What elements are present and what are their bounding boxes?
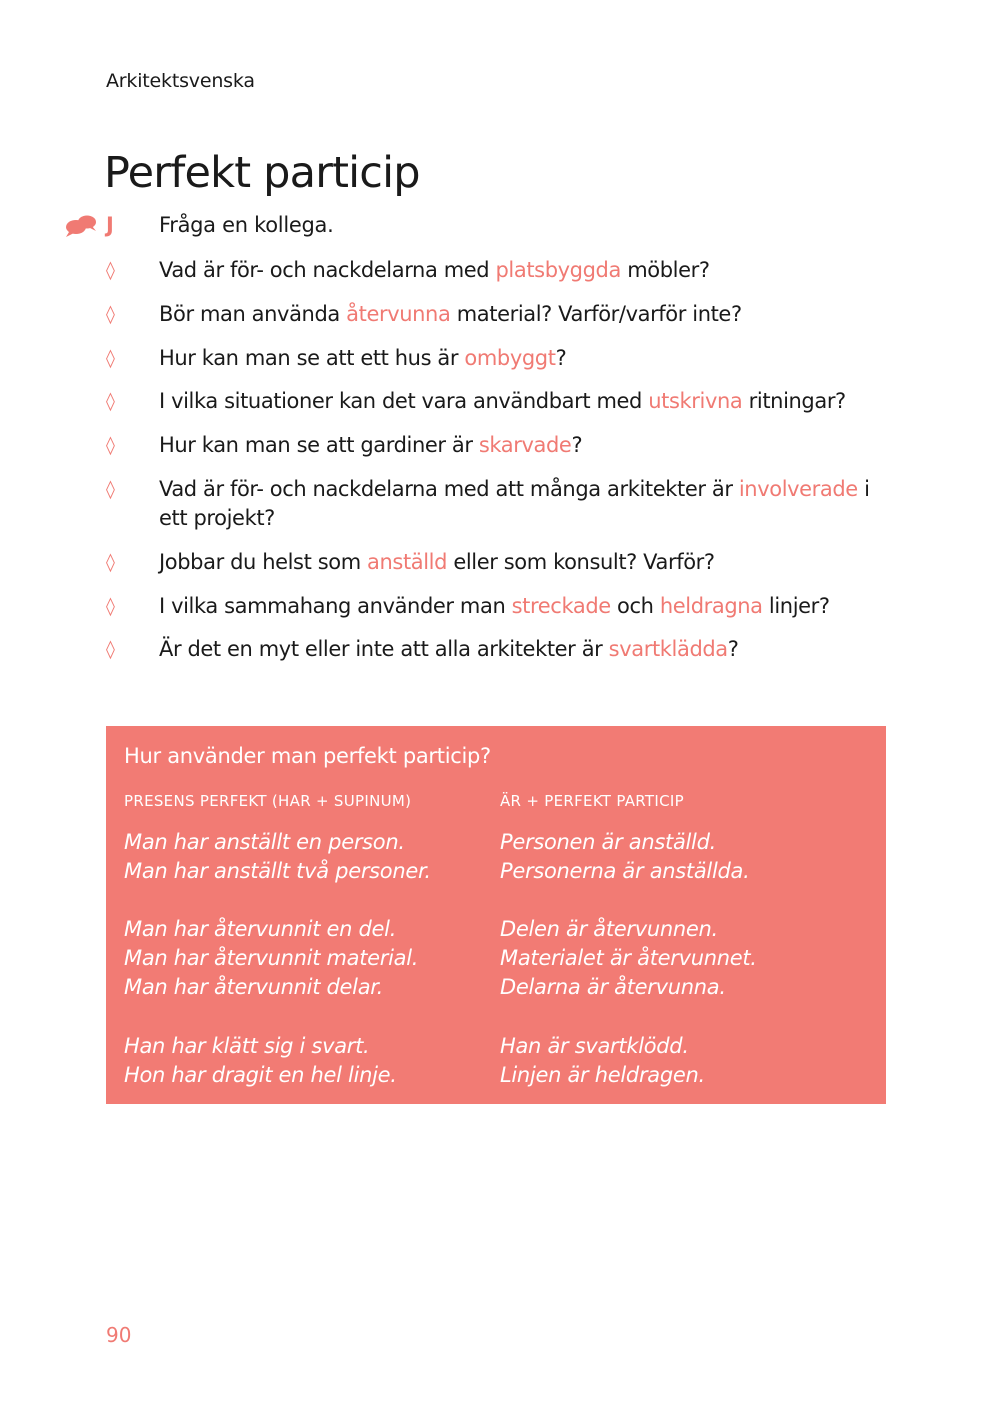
question-text: och — [610, 594, 660, 618]
running-header: Arkitektsvenska — [106, 70, 255, 92]
question-text: Är det en myt eller inte att alla arkitekter är — [159, 637, 609, 661]
diamond-bullet-icon: ◊ — [106, 260, 115, 281]
highlighted-word: skarvade — [478, 433, 572, 457]
grammar-box-title: Hur använder man perfekt particip? — [124, 744, 491, 768]
example-sentence: Delarna är återvunna. — [500, 975, 726, 999]
question-text: I vilka sammahang använder man — [159, 594, 512, 618]
question-text: möbler? — [620, 258, 710, 282]
highlighted-word: involverade — [738, 477, 858, 501]
example-sentence: Personen är anställd. — [500, 830, 716, 854]
page-number: 90 — [106, 1323, 132, 1347]
exercise-instruction: Fråga en kollega. — [159, 213, 334, 237]
example-sentence: Man har anställt en person. — [124, 830, 405, 854]
question-text: Vad är för- och nackdelarna med — [159, 258, 496, 282]
example-sentence: Han har klätt sig i svart. — [124, 1034, 370, 1058]
example-sentence: Man har återvunnit delar. — [124, 975, 384, 999]
page-title: Perfekt particip — [104, 148, 420, 198]
left-column-heading: PRESENS PERFEKT (HAR + SUPINUM) — [124, 792, 412, 810]
question-text: ? — [555, 346, 567, 370]
diamond-bullet-icon: ◊ — [106, 391, 115, 412]
example-sentence: Man har anställt två personer. — [124, 859, 431, 883]
highlighted-word: platsbyggda — [495, 258, 621, 282]
diamond-bullet-icon: ◊ — [106, 348, 115, 369]
right-column-heading: ÄR + PERFEKT PARTICIP — [500, 792, 684, 810]
question-text: Jobbar du helst som — [159, 550, 368, 574]
highlighted-word: anställd — [367, 550, 448, 574]
question-text: Vad är för- och nackdelarna med att många arkitekter är — [159, 477, 739, 501]
question-text: Hur kan man se att ett hus är — [159, 346, 465, 370]
highlighted-word: utskrivna — [648, 389, 743, 413]
question-text: i ett projekt? — [159, 477, 870, 530]
highlighted-word: ombyggt — [464, 346, 556, 370]
example-sentence: Materialet är återvunnet. — [500, 946, 757, 970]
example-sentence: Hon har dragit en hel linje. — [124, 1063, 397, 1087]
diamond-bullet-icon: ◊ — [106, 596, 115, 617]
question-text: linjer? — [762, 594, 830, 618]
question-text: eller som konsult? Varför? — [447, 550, 715, 574]
question-text: I vilka situationer kan det vara användbart med — [159, 389, 649, 413]
example-sentence: Han är svartklödd. — [500, 1034, 689, 1058]
example-sentence: Personerna är anställda. — [500, 859, 750, 883]
question-text: material? Varför/varför inte? — [450, 302, 742, 326]
question-text: Hur kan man se att gardiner är — [159, 433, 479, 457]
speech-bubbles-icon — [64, 214, 98, 238]
example-sentence: Delen är återvunnen. — [500, 917, 718, 941]
highlighted-word: streckade — [511, 594, 611, 618]
example-sentence: Man har återvunnit en del. — [124, 917, 397, 941]
question-text: ritningar? — [742, 389, 846, 413]
highlighted-word: svartklädda — [608, 637, 728, 661]
exercise-label: J — [106, 213, 114, 237]
example-sentence: Man har återvunnit material. — [124, 946, 419, 970]
diamond-bullet-icon: ◊ — [106, 304, 115, 325]
highlighted-word: heldragna — [659, 594, 763, 618]
diamond-bullet-icon: ◊ — [106, 552, 115, 573]
diamond-bullet-icon: ◊ — [106, 435, 115, 456]
grammar-box — [106, 726, 886, 1104]
highlighted-word: återvunna — [346, 302, 451, 326]
question-text: Bör man använda — [159, 302, 347, 326]
question-text: ? — [571, 433, 583, 457]
diamond-bullet-icon: ◊ — [106, 479, 115, 500]
question-text: ? — [727, 637, 739, 661]
example-sentence: Linjen är heldragen. — [500, 1063, 705, 1087]
diamond-bullet-icon: ◊ — [106, 639, 115, 660]
